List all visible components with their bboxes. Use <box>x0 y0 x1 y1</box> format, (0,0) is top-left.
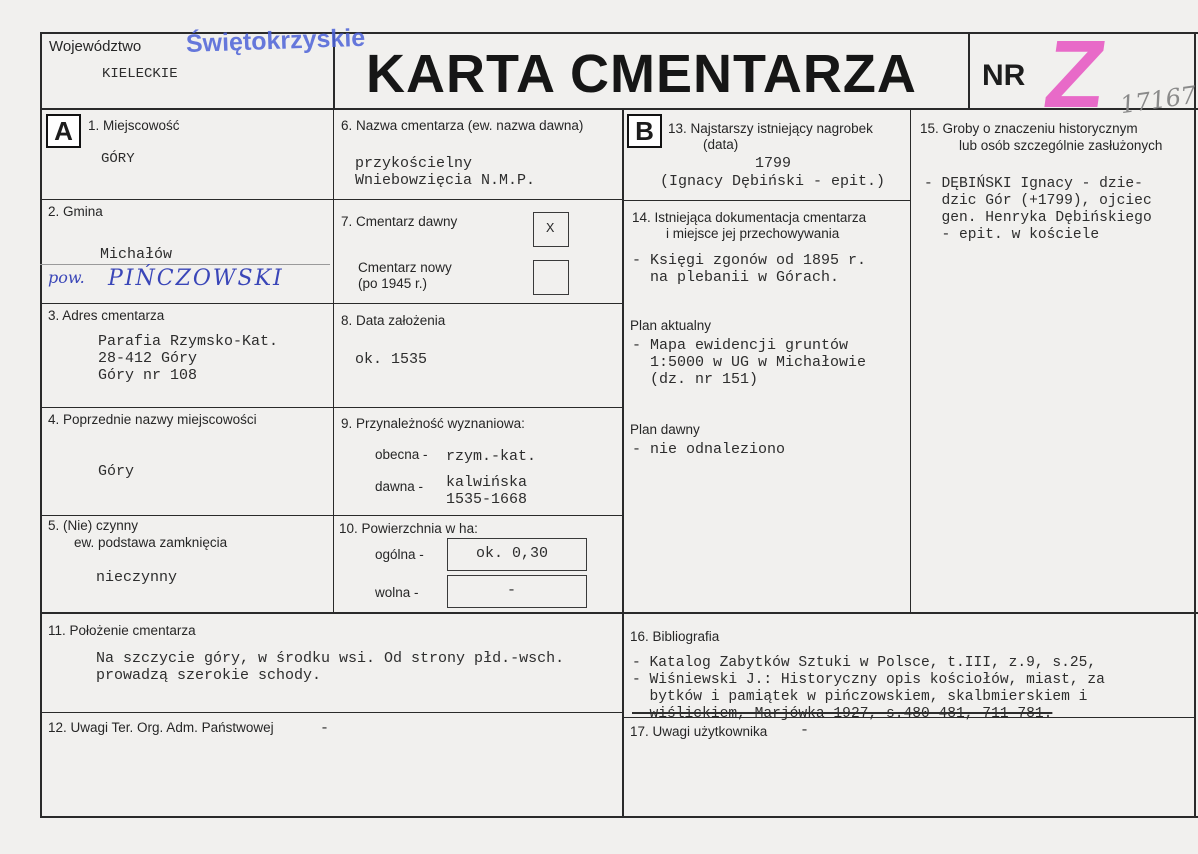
f5-label-1: 5. (Nie) czynny <box>48 518 139 533</box>
row-sep-13-14 <box>622 200 911 201</box>
f14-label-1: 14. Istniejąca dokumentacja cmentarza <box>632 210 867 225</box>
f17-label: 17. Uwagi użytkownika <box>630 724 768 739</box>
nr-value: Z <box>1038 21 1113 128</box>
plan-aktualny-line-1: - Mapa ewidencji gruntów <box>632 337 849 354</box>
f10-ogolna-box[interactable] <box>447 538 587 571</box>
f7-new-label-2: (po 1945 r.) <box>358 276 428 291</box>
header-divider <box>40 108 1198 110</box>
f11-line-2: prowadzą szerokie schody. <box>96 667 322 684</box>
f15-label-1: 15. Groby o znaczeniu historycznym <box>920 121 1138 136</box>
f3-line-1: Parafia Rzymsko-Kat. <box>98 333 279 350</box>
f7-mark: X <box>546 221 555 237</box>
f11-label: 11. Położenie cmentarza <box>48 623 196 638</box>
f6-label: 6. Nazwa cmentarza (ew. nazwa dawna) <box>341 118 584 133</box>
nr-label: NR <box>982 59 1026 92</box>
f2-hand-value: PIŃCZOWSKI <box>108 266 284 291</box>
f3-line-3: Góry nr 108 <box>98 367 198 384</box>
f5-label-2: ew. podstawa zamknięcia <box>74 535 228 550</box>
gmina-underline <box>40 264 330 265</box>
f6-line-1: przykościelny <box>355 155 473 172</box>
f14-line-2: na plebanii w Górach. <box>632 269 840 286</box>
f16-label: 16. Bibliografia <box>630 629 720 644</box>
row-sep-a3 <box>40 407 623 408</box>
f6-line-2: Wniebowzięcia N.M.P. <box>355 172 536 189</box>
plan-dawny-label: Plan dawny <box>630 422 700 437</box>
f14-label-2: i miejsce jej przechowywania <box>666 226 840 241</box>
frame-bottom <box>40 816 1198 818</box>
f4-value: Góry <box>98 463 135 480</box>
wojewodztwo-label: Województwo <box>49 38 142 55</box>
f16-line-4: wiślickiem, Marjówka 1927, s.480-481, 711-781. <box>632 706 1053 722</box>
header-sep-2 <box>968 32 970 110</box>
f16-line-1: - Katalog Zabytków Sztuki w Polsce, t.III, z.9, s.25, <box>632 655 1097 671</box>
frame-right <box>1194 32 1196 818</box>
plan-dawny-value: - nie odnaleziono <box>632 441 786 458</box>
f9-dawna-label: dawna - <box>375 479 424 494</box>
f10-ogolna-label: ogólna - <box>375 547 424 562</box>
f1-value: GÓRY <box>101 151 135 167</box>
f7-checkbox-old[interactable] <box>533 212 569 247</box>
f10-wolna-label: wolna - <box>375 585 419 600</box>
f2-value: Michałów <box>100 246 173 263</box>
nr-pencil: 17167 <box>1118 80 1198 120</box>
plan-aktualny-line-3: (dz. nr 151) <box>632 371 759 388</box>
f13-label-2: (data) <box>703 137 739 152</box>
f14-line-1: - Księgi zgonów od 1895 r. <box>632 252 867 269</box>
f2-label: 2. Gmina <box>48 204 103 219</box>
f8-value: ok. 1535 <box>355 351 428 368</box>
f1-label: 1. Miejscowość <box>88 118 180 133</box>
f9-label: 9. Przynależność wyznaniowa: <box>341 416 525 431</box>
col-sep-1 <box>333 108 334 613</box>
f12-value: - <box>320 720 330 737</box>
f4-label: 4. Poprzednie nazwy miejscowości <box>48 412 257 427</box>
plan-aktualny-line-2: 1:5000 w UG w Michałowie <box>632 354 867 371</box>
f7-new-label-1: Cmentarz nowy <box>358 260 452 275</box>
f8-label: 8. Data założenia <box>341 313 446 328</box>
f3-label: 3. Adres cmentarza <box>48 308 165 323</box>
f10-wolna-value: - <box>507 582 517 599</box>
f9-dawna-value-1: kalwińska <box>446 474 528 491</box>
f3-line-2: 28-412 Góry <box>98 350 198 367</box>
f7-label: 7. Cmentarz dawny <box>341 214 458 229</box>
f10-wolna-box[interactable] <box>447 575 587 608</box>
f15-line-2: dzic Gór (+1799), ojciec <box>924 193 1152 209</box>
col-sep-3 <box>910 108 911 613</box>
f15-line-3: gen. Henryka Dębińskiego <box>924 210 1152 226</box>
section-a-marker: A <box>46 114 81 148</box>
frame-left <box>40 32 42 818</box>
row-sep-bottom <box>40 612 1198 614</box>
f10-ogolna-value: ok. 0,30 <box>476 545 549 562</box>
f15-line-4: - epit. w kościele <box>924 227 1100 243</box>
row-sep-a1 <box>40 199 623 200</box>
f17-value: - <box>800 722 810 739</box>
f16-line-3: bytków i pamiątek w pińczowskiem, skalbmierskiem i <box>632 689 1088 705</box>
f12-label: 12. Uwagi Ter. Org. Adm. Państwowej <box>48 720 274 735</box>
f11-line-1: Na szczycie góry, w środku wsi. Od strony płd.-wsch. <box>96 650 565 667</box>
wojewodztwo-stamp: Świętokrzyskie <box>185 23 366 58</box>
f10-label: 10. Powierzchnia w ha: <box>339 521 478 536</box>
f13-label-1: 13. Najstarszy istniejący nagrobek <box>668 121 873 136</box>
page-title: KARTA CMENTARZA <box>366 44 917 104</box>
f16-line-2: - Wiśniewski J.: Historyczny opis kościołów, miast, za <box>632 672 1105 688</box>
row-sep-a4 <box>40 515 623 516</box>
wojewodztwo-value: KIELECKIE <box>102 66 178 82</box>
section-b-marker: B <box>627 114 662 148</box>
f9-obecna-value: rzym.-kat. <box>446 448 537 465</box>
plan-aktualny-label: Plan aktualny <box>630 318 712 333</box>
f15-line-1: - DĘBIŃSKI Ignacy - dzie- <box>924 176 1143 192</box>
f9-obecna-label: obecna - <box>375 447 428 462</box>
f13-value-1: 1799 <box>755 155 792 172</box>
row-sep-11-12 <box>40 712 623 713</box>
f2-hand-prefix: pow. <box>48 268 85 287</box>
f7-checkbox-new[interactable] <box>533 260 569 295</box>
f5-value: nieczynny <box>96 569 178 586</box>
f15-label-2: lub osób szczególnie zasłużonych <box>959 138 1163 153</box>
row-sep-a2 <box>40 303 623 304</box>
f9-dawna-value-2: 1535-1668 <box>446 491 528 508</box>
f13-value-2: (Ignacy Dębiński - epit.) <box>660 173 886 190</box>
